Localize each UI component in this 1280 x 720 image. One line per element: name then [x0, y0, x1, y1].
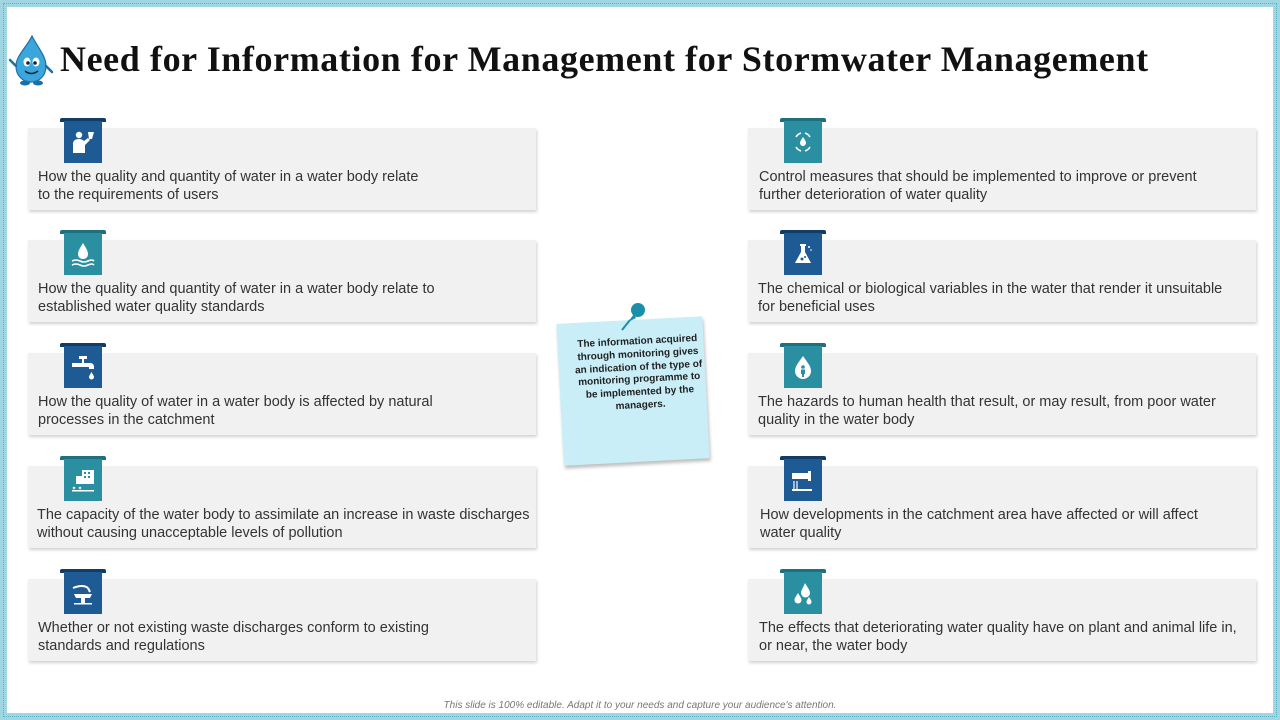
card-text: The hazards to human health that result, or may result, from poor water quality in the water body [758, 394, 1216, 428]
water-tap-icon [70, 354, 96, 380]
water-drop-waves-icon [70, 241, 96, 267]
info-card [748, 128, 1256, 210]
factory-discharge-icon [70, 467, 96, 493]
card-badge [780, 230, 826, 276]
card-text: How the quality and quantity of water in a water body relate to established water quality standards [38, 281, 435, 315]
card-badge [60, 343, 106, 389]
pipe-discharge-icon [790, 467, 816, 493]
card-text: Control measures that should be implemented to improve or prevent further deterioration of water quality [759, 169, 1197, 203]
card-text: How the quality and quantity of water in a water body relate to the requirements of users [38, 169, 419, 203]
water-cycle-icon [790, 129, 816, 155]
card-badge [60, 118, 106, 164]
person-drinking-icon [70, 129, 96, 155]
card-badge [60, 456, 106, 502]
card-text: Whether or not existing waste discharges conform to existing standards and regulations [38, 620, 429, 654]
info-card [748, 466, 1256, 548]
card-text: The capacity of the water body to assimilate an increase in waste discharges without causing unacceptable levels of pollution [37, 507, 530, 541]
card-badge [780, 456, 826, 502]
water-droplets-icon [790, 580, 816, 606]
page-title: Need for Information for Management for Stormwater Management [60, 39, 1149, 79]
push-pin-icon [620, 302, 650, 332]
card-text: How the quality of water in a water body is affected by natural processes in the catchment [38, 394, 433, 428]
card-badge [780, 569, 826, 615]
card-badge [780, 343, 826, 389]
card-badge [60, 569, 106, 615]
footer-note: This slide is 100% editable. Adapt it to your needs and capture your audience's attention. [443, 700, 837, 711]
info-card [748, 240, 1256, 322]
chemical-flask-icon [790, 241, 816, 267]
card-badge [780, 118, 826, 164]
water-drop-mascot-icon [8, 34, 54, 86]
human-health-drop-icon [790, 354, 816, 380]
card-text: How developments in the catchment area have affected or will affect water quality [760, 507, 1198, 541]
info-card [28, 128, 536, 210]
info-card [748, 579, 1256, 661]
info-card [28, 466, 536, 548]
card-badge [60, 230, 106, 276]
note-text: The information acquired through monitoring gives an indication of the type of monitoring programme to be implemented by the managers. [574, 332, 703, 413]
info-card [748, 353, 1256, 435]
waste-outlet-icon [70, 580, 96, 606]
sticky-note [558, 302, 718, 472]
info-card [28, 353, 536, 435]
card-text: The chemical or biological variables in the water that render it unsuitable for beneficial uses [758, 281, 1223, 315]
info-card [28, 579, 536, 661]
info-card [28, 240, 536, 322]
card-text: The effects that deteriorating water quality have on plant and animal life in, or near, the water body [759, 620, 1237, 654]
